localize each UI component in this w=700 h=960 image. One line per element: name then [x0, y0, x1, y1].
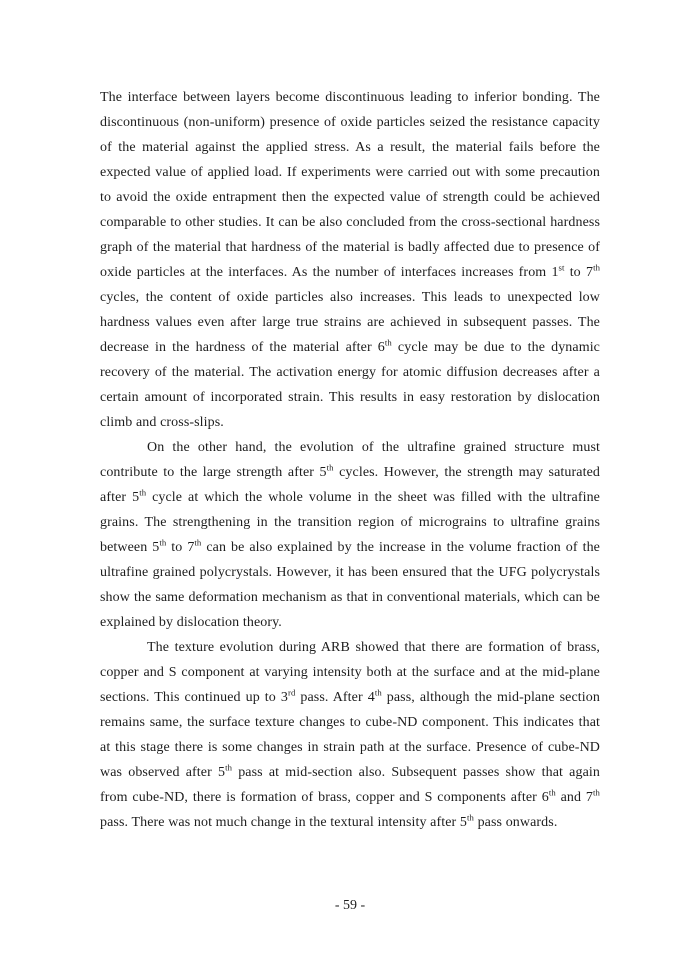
text-run: pass. There was not much change in the textural intensity after 5 [100, 815, 468, 830]
text-run: can be also explained by the increase in the volume fraction of the ultrafine grained polycrystals. However, it has been ensured that the UFG polycrystals show the same deformation mechanism as that in conventional materials, which can be explained by dislocation theory. [100, 540, 600, 630]
text-run: cycles. However, the strength may saturated after 5 [100, 465, 600, 505]
text-run: and 7 [555, 790, 594, 805]
superscript-text: th [159, 537, 167, 548]
body-text-block [100, 85, 600, 835]
superscript-text: th [593, 787, 600, 798]
page-number: - 59 - [334, 898, 366, 913]
paragraph-bonding-hardness [100, 85, 600, 435]
superscript-text: st [558, 262, 565, 273]
text-run: to 7 [564, 265, 594, 280]
superscript-text: th [139, 487, 147, 498]
paragraph-ultrafine-grains [100, 435, 600, 635]
superscript-text: th [548, 787, 556, 798]
superscript-text: th [194, 537, 202, 548]
superscript-text: th [384, 337, 392, 348]
text-run: The texture evolution during ARB showed that there are formation of brass, copper and S component at varying intensity both at the surface and at the mid-plane sections. This continued up to 3 [100, 640, 600, 705]
text-run: cycles, the content of oxide particles also increases. This leads to unexpected low hardness values even after large true strains are achieved in subsequent passes. The decrease in the hardness of the material after 6 [100, 290, 600, 355]
text-run: pass. After 4 [295, 690, 375, 705]
superscript-text: th [593, 262, 601, 273]
paragraph-texture-evolution [100, 635, 600, 835]
superscript-text: th [225, 762, 233, 773]
text-run: pass at mid-section also. Subsequent passes show that again from cube-ND, there is formation of brass, copper and S components after 6 [100, 765, 601, 805]
superscript-text: rd [287, 687, 296, 698]
superscript-text: th [467, 812, 474, 823]
text-run: pass, although the mid-plane section remains same, the surface texture changes to cube-ND component. This indicates that at this stage there is some changes in strain path at the surface. Presence of cube-ND was observed after 5 [100, 690, 600, 780]
superscript-text: th [374, 687, 382, 698]
text-run: On the other hand, the evolution of the ultrafine grained structure must contribute to the large strength after 5 [100, 440, 600, 480]
text-run: cycle may be due to the dynamic recovery of the material. The activation energy for atomic diffusion decreases after a certain amount of incorporated strain. This results in easy restoration by dislocation climb and cross-slips. [100, 340, 600, 430]
text-run: cycle at which the whole volume in the sheet was filled with the ultrafine grains. The strengthening in the transition region of micrograins to ultrafine grains between 5 [100, 490, 600, 555]
text-run: pass onwards. [473, 815, 558, 830]
superscript-text: th [326, 462, 334, 473]
text-run: The interface between layers become discontinuous leading to inferior bonding. The discontinuous (non-uniform) presence of oxide particles seized the resistance capacity of the material against the applied stress. As a result, the material fails before the expected value of applied load. If experiments were carried out with some precaution to avoid the oxide entrapment then the expected value of strength could be achieved comparable to other studies. It can be also concluded from the cross-sectional hardness graph of the material that hardness of the material is badly affected due to presence of oxide particles at the interfaces. As the number of interfaces increases from 1 [100, 90, 600, 280]
text-run: to 7 [166, 540, 195, 555]
